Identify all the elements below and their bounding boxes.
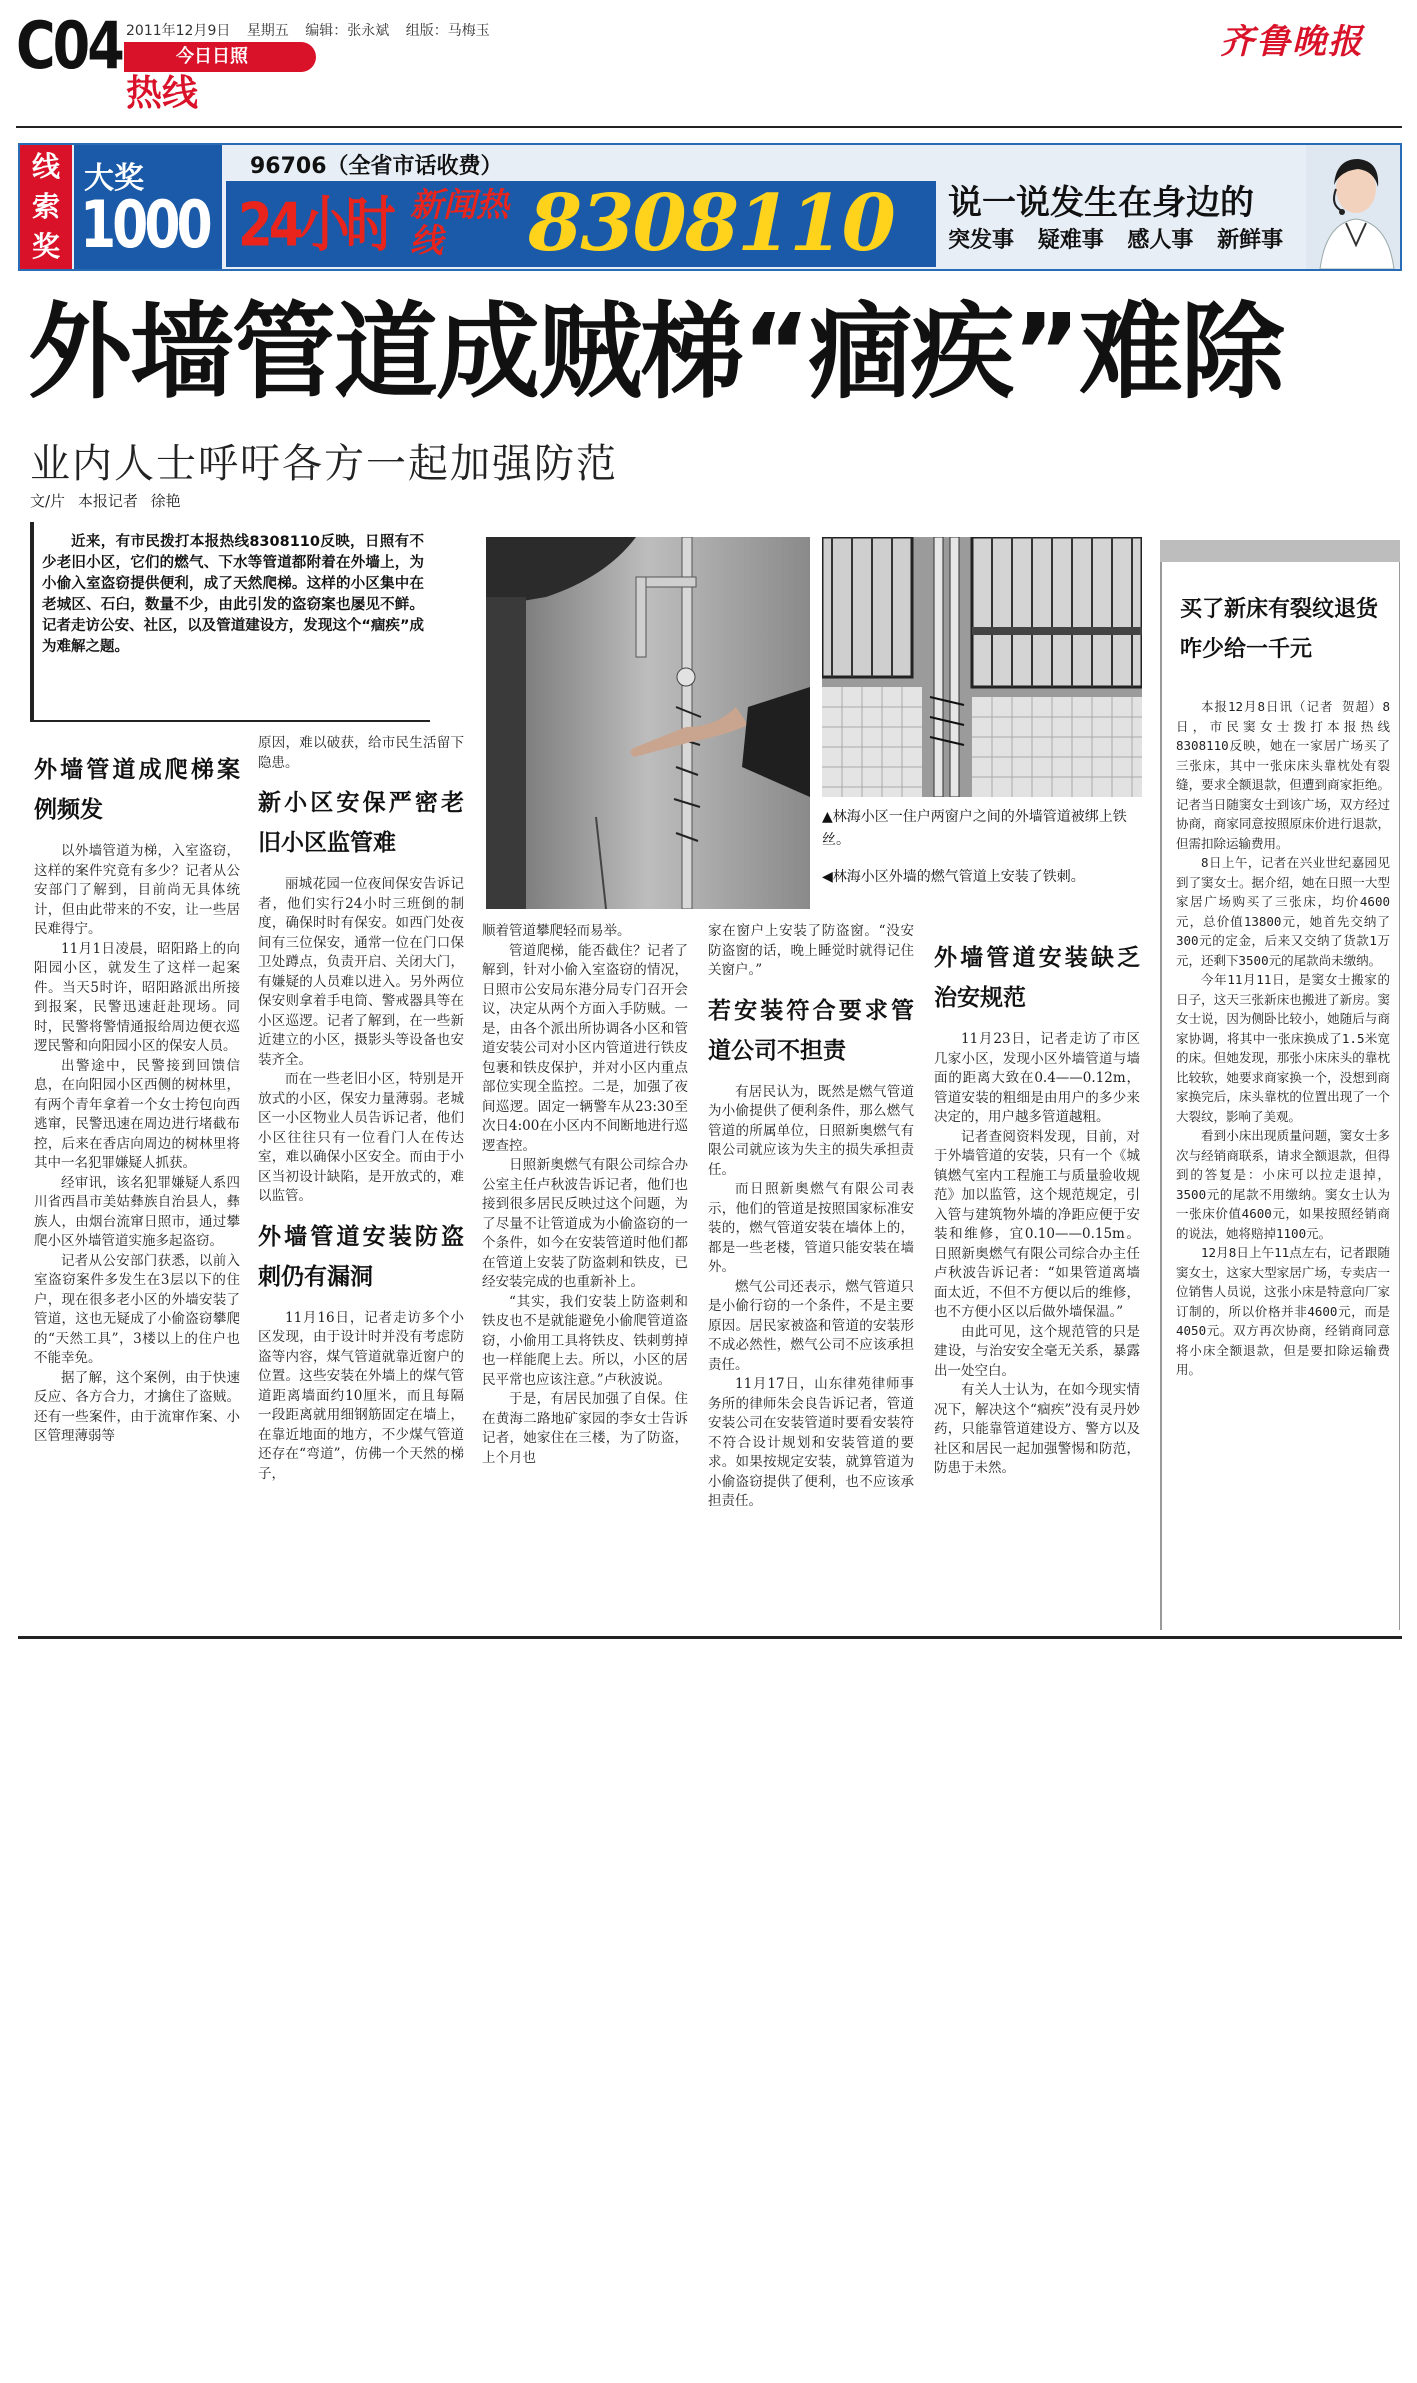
photo-pipe-closeup xyxy=(486,537,810,909)
banner-slogan: 说一说发生在身边的 xyxy=(948,183,1254,223)
paragraph: 8日上午，记者在兴业世纪嘉园见到了窦女士。据介绍，她在日照一大型家居广场购买了三张床，均价4600元，总价值13800元，她首先交纳了300元的定金，后来又交纳了货款1万元，还剩下3500元的尾款尚未缴纳。 xyxy=(1176,855,1390,968)
article-column-4 xyxy=(708,922,914,1630)
paragraph: 以外墙管道为梯，入室盗窃，这样的案件究竟有多少？记者从公安部门了解到，目前尚无具体统计，但由此带来的不安，让一些居民难得宁。 xyxy=(34,843,240,937)
bottom-rule xyxy=(18,1636,1402,1639)
hotline-number: 8308110 xyxy=(528,178,894,269)
paragraph: 有关人士认为，在如今现实情况下，解决这个“痼疾”没有灵丹妙药，只能靠管道建设方、警方以及社区和居民一起加强警惕和防范，防患于未然。 xyxy=(934,1382,1140,1476)
paragraph: 据了解，这个案例，由于快速反应、各方合力，才擒住了盗贼。还有一些案件，由于流窜作案、小区管理薄弱等 xyxy=(34,1369,240,1444)
article-column-2 xyxy=(258,734,464,1630)
hotline-banner xyxy=(18,143,1402,271)
paragraph: 本报12月8日讯（记者 贺超）8日，市民窦女士拨打本报热线8308110反映，她在一家居广场买了三张床，其中一张床床头靠枕处有裂缝，要求全额退款，但遭到商家拒绝。记者当日随窦女士到该广场，双方经过协商，商家同意按照原床价进行退款，但需扣除运输费用。 xyxy=(1176,699,1390,851)
tip-reward-label: 线索奖 xyxy=(20,145,72,269)
paragraph: 出警途中，民警接到回馈信息，在向阳园小区西侧的树林里，有两个青年拿着一个女士挎包向西逃窜，民警迅速在周边进行堵截布控，后来在香店向周边的树林里将其中一名犯罪嫌疑人抓获。 xyxy=(34,1057,240,1171)
section-heading: 新小区安保严密老旧小区监管难 xyxy=(258,790,464,856)
photo-window-pipes-image xyxy=(822,537,1142,797)
paragraph: “其实，我们安装上防盗刺和铁皮也不是就能避免小偷爬管道盗窃，小偷用工具将铁皮、铁刺剪掉也一样能爬上去。所以，小区的居民平常也应该注意。”卢秋波说。 xyxy=(482,1293,688,1388)
sidebar-body xyxy=(1176,697,1390,1380)
paragraph: 12月8日上午11点左右，记者跟随窦女士，这家大型家居广场，专卖店一位销售人员说，这张小床是特意向厂家订制的，所以价格并非4600元，而是4050元。双方再次协商，经销商同意将小床全额退款，但是要扣除运输费用。 xyxy=(1176,1245,1390,1377)
paragraph: 顺着管道攀爬轻而易举。 xyxy=(482,923,631,939)
article-column-5 xyxy=(934,928,1140,1630)
paper-logo: 齐鲁晚报 xyxy=(1220,22,1364,62)
paragraph: 11月23日，记者走访了市区几家小区，发现小区外墙管道与墙面的距离大致在0.4——0.12m，管道安装的粗细是由用户的多少来决定的，用户越多管道越粗。 xyxy=(934,1031,1140,1125)
article-column-1 xyxy=(34,740,240,1630)
paragraph: 于是，有居民加强了自保。住在黄海二路地矿家园的李女士告诉记者，她家住在三楼，为了防盗，上个月也 xyxy=(482,1391,688,1466)
hours-label: 24小时 xyxy=(238,190,392,260)
paragraph: 有居民认为，既然是燃气管道为小偷提供了便利条件，那么燃气管道的所属单位，日照新奥燃气有限公司就应该为失主的损失承担责任。 xyxy=(708,1083,914,1178)
section-name: 热线 xyxy=(126,73,199,114)
article-headline: 外墙管道成贼梯“痼疾”难除 xyxy=(28,291,1283,413)
article-byline xyxy=(30,490,189,511)
paragraph: 看到小床出现质量问题，窦女士多次与经销商联系，请求全额退款，但得到的答复是：小床可以拉走退掉，3500元的尾款不用缴纳。窦女士认为一张床价值4600元，如果按照经销商的说法，她将赔掉1100元。 xyxy=(1176,1128,1390,1241)
section-heading: 外墙管道安装缺乏治安规范 xyxy=(934,945,1140,1011)
prize-amount-line xyxy=(80,188,222,271)
operator-photo xyxy=(1306,145,1402,269)
photo-window-pipes xyxy=(822,537,1142,797)
article-lead: 近来，有市民拨打本报热线8308110反映，日照有不少老旧小区，它们的燃气、下水等管道都附着在外墙上，为小偷入室盗窃提供便利，成了天然爬梯。这样的小区集中在老城区、石臼，数量不少，由此引发的盗窃案也屡见不鲜。记者走访公安、社区，以及管道建设方，发现这个“痼疾”成为难解之题。 xyxy=(42,534,424,655)
prize-amount: 1000 xyxy=(80,188,209,263)
article-column-3 xyxy=(482,922,688,1630)
section-heading: 若安装符合要求管道公司不担责 xyxy=(708,997,914,1064)
issue-meta xyxy=(126,20,502,40)
paragraph: 管道爬梯，能否截住？记者了解到，针对小偷入室盗窃的情况，日照市公安局东港分局专门召开会议，决定从两个方面入手防贼。一是，由各个派出所协调各小区和管道安装公司对小区内管道进行铁皮包裹和铁皮保护，并对小区内重点部位实现全监控。二是，加强了夜间巡逻。固定一辆警车从23:30至次日4:00在小区内不间断地进行巡逻查控。 xyxy=(482,942,688,1154)
prize-block xyxy=(74,145,222,269)
paragraph: 燃气公司还表示，燃气管道只是小偷行窃的一个条件，不是主要原因。居民家被盗和管道的安装形不成必然性，燃气公司不应该承担责任。 xyxy=(708,1278,914,1373)
category-item: 新鲜事 xyxy=(1217,228,1284,253)
issue-date: 2011年12月9日 xyxy=(126,23,231,39)
section-heading: 外墙管道安装防盗刺仍有漏洞 xyxy=(258,1223,464,1290)
paragraph: 11月16日，记者走访多个小区发现，由于设计时并没有考虑防盗等内容，煤气管道就靠近窗户的位置。这些安装在外墙上的煤气管道距离墙面约10厘米，而且每隔一段距离就用细钢筋固定在墙上，在靠近地面的地方，不少煤气管道还存在“弯道”，仿佛一个天然的梯子， xyxy=(258,1309,464,1482)
photo-caption-1: ▲林海小区一住户两窗户之间的外墙管道被绑上铁丝。 xyxy=(822,809,1127,848)
paragraph: 而在一些老旧小区，特别是开放式的小区，保安力量薄弱。老城区一小区物业人员告诉记者，他们小区往往只有一位看门人在传达室，难以确保小区安全。而由于小区当初设计缺陷，是开放式的，难以监管。 xyxy=(258,1071,464,1204)
paragraph: 记者从公安部门获悉，以前入室盗窃案件多发生在3层以下的住户，现在很多老小区的外墙安装了管道，这也无疑成了小偷盗窃攀爬的“天然工具”，3楼以上的住户也不能幸免。 xyxy=(34,1252,240,1366)
hotline-label: 新闻热线 xyxy=(410,185,509,260)
header-rule xyxy=(16,126,1402,128)
short-number: 96706（全省市话收费） xyxy=(250,154,503,179)
category-item: 突发事 xyxy=(948,228,1015,253)
paragraph: 今年11月11日，是窦女士搬家的日子，这天三张新床也搬进了新房。窦女士说，因为侧卧比较小，她随后与商家协调，将其中一张床换成了1.5米宽的床。但她发现，那张小床床头的靠枕比较软，她要求商家换一个，没想到商家换完后，床头靠枕的位置出现了一个大裂纹，影响了美观。 xyxy=(1176,972,1390,1124)
paragraph: 原因，难以破获，给市民生活留下隐患。 xyxy=(258,735,464,771)
paragraph: 由此可见，这个规范管的只是建设，与治安安全毫无关系，暴露出一处空白。 xyxy=(934,1323,1140,1379)
paragraph: 家在窗户上安装了防盗窗。“没安防盗窗的话，晚上睡觉时就得记住关窗户。” xyxy=(708,923,914,978)
banner-categories xyxy=(948,223,1299,254)
photo-caption-2: ◀林海小区外墙的燃气管道上安装了铁刺。 xyxy=(822,869,1085,885)
paragraph: 记者查阅资料发现，目前，对于外墙管道的安装，只有一个《城镇燃气室内工程施工与质量验收规范》加以监管，这个规范规定，引入管与建筑物外墙的净距应便于安装和维修，宜0.10——0.15m。日照新奥燃气有限公司综合办主任卢秋波告诉记者：“如果管道离墙面太近，不但不方便以后的维修，也不方便小区以后做外墙保温。” xyxy=(934,1128,1140,1320)
edition-tab: 今日日照 xyxy=(124,42,316,72)
category-item: 疑难事 xyxy=(1037,228,1104,253)
issue-weekday: 星期五 xyxy=(246,23,289,39)
paragraph: 而日照新奥燃气有限公司表示，他们的管道是按照国家标准安装的，燃气管道安装在墙体上的，都是一些老楼，管道只能安装在墙外。 xyxy=(708,1181,914,1275)
page-code: C04 xyxy=(16,8,122,84)
article-subhead: 业内人士呼吁各方一起加强防范 xyxy=(30,441,618,487)
paragraph: 丽城花园一位夜间保安告诉记者，他们实行24小时三班倒的制度，确保时时有保安。如西门处夜间有三位保安，通常一位在门口保卫处蹲点，负责开启、关闭大门，有嫌疑的人员难以进入。另外两位保安则拿着手电筒、警戒器具等在小区巡逻。记者了解到，在一些新近建立的小区，摄影头等设备也安装齐全。 xyxy=(258,876,464,1068)
prize-label: 大奖 xyxy=(84,161,144,196)
layout-credit: 组版：马梅玉 xyxy=(405,23,490,39)
photo-pipe-closeup-image xyxy=(486,537,810,909)
byline-name: 徐艳 xyxy=(150,492,181,510)
sidebar-top-bar xyxy=(1160,540,1400,562)
paragraph: 11月1日凌晨，昭阳路上的向阳园小区，就发生了这样一起案件。当天5时许，昭阳路派出所接到报案，民警迅速赶赴现场。同时，民警将警情通报给周边便衣巡逻民警和向阳园小区的保安人员。 xyxy=(34,940,240,1054)
category-item: 感人事 xyxy=(1127,228,1194,253)
section-heading: 外墙管道成爬梯案例频发 xyxy=(34,757,240,823)
hotline-main xyxy=(226,178,936,269)
paragraph: 经审讯，该名犯罪嫌疑人系四川省西昌市美姑彝族自治县人，彝族人，由烟台流窜日照市，通过攀爬小区外墙管道实施多起盗窃。 xyxy=(34,1174,240,1249)
byline-reporter: 本报记者 xyxy=(77,492,138,510)
editor-credit: 编辑：张永斌 xyxy=(305,23,390,39)
byline-label: 文/片 xyxy=(30,492,66,510)
sidebar-title: 买了新床有裂纹退货咋少给一千元 xyxy=(1180,597,1379,662)
paragraph: 11月17日，山东律苑律师事务所的律师朱会良告诉记者，管道安装公司在安装管道时要看安装符不符合设计规划和安装管道的要求。如果按规定安装，就算管道为小偷盗窃提供了便利，也不应该承担责任。 xyxy=(708,1376,914,1509)
paragraph: 日照新奥燃气有限公司综合办公室主任卢秋波告诉记者，他们也接到很多居民反映过这个问题，为了尽量不让管道成为小偷盗窃的一个条件，如今在安装管道时他们都在管道上安装了防盗刺和铁皮，已经安装完成的也重新补上。 xyxy=(482,1157,688,1290)
